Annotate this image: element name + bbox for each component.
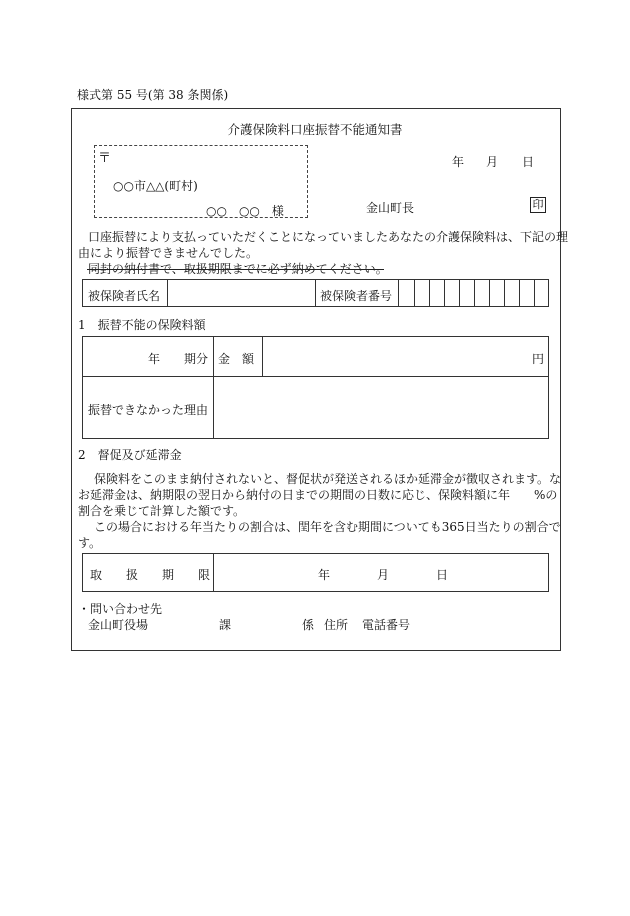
amount-field[interactable] xyxy=(265,340,535,372)
reason-field[interactable] xyxy=(216,380,546,436)
digit-divider xyxy=(519,279,520,307)
contact-subsection: 係 xyxy=(302,618,315,632)
digit-divider xyxy=(429,279,430,307)
insured-name-label: 被保険者氏名 xyxy=(88,289,161,303)
deadline-year: 年 xyxy=(318,568,331,582)
recipient-address: ○○市△△(町村) xyxy=(113,179,198,193)
seal-mark: 印 xyxy=(530,197,546,213)
divider xyxy=(167,279,168,307)
section-2-para-2-line-1: この場合における年当たりの割合は、閏年を含む期間についても365日当たりの割合で xyxy=(94,520,561,534)
amount-label: 金 額 xyxy=(218,352,255,366)
contact-heading: ・問い合わせ先 xyxy=(78,602,163,616)
digit-divider xyxy=(444,279,445,307)
digit-divider xyxy=(459,279,460,307)
issuer-name: 金山町長 xyxy=(366,201,415,215)
date-year-label: 年 xyxy=(452,155,465,169)
section-1-heading: 1 振替不能の保険料額 xyxy=(78,318,206,332)
section-2-para-2-line-2: す。 xyxy=(78,536,102,550)
intro-underline xyxy=(87,269,384,270)
contact-office: 金山町役場 xyxy=(88,618,149,632)
intro-line-3: 同封の納付書で、取扱期限までに必ず納めてください。 xyxy=(88,262,388,276)
section-2-heading: 2 督促及び延滞金 xyxy=(78,448,182,462)
recipient-name: ○○ ○○ 様 xyxy=(206,204,284,218)
contact-section: 課 xyxy=(219,618,232,632)
period-label: 年 期分 xyxy=(148,352,209,366)
digit-divider xyxy=(504,279,505,307)
divider xyxy=(213,336,214,439)
deadline-month: 月 xyxy=(377,568,390,582)
insured-name-field[interactable] xyxy=(170,283,312,303)
postal-mark: 〒 xyxy=(98,151,112,166)
date-month-label: 月 xyxy=(486,155,499,169)
digit-divider xyxy=(414,279,415,307)
yen-unit: 円 xyxy=(532,352,545,366)
reason-label: 振替できなかった理由 xyxy=(88,403,209,417)
form-number: 様式第 55 号(第 38 条関係) xyxy=(77,88,229,102)
digit-divider xyxy=(474,279,475,307)
divider xyxy=(315,279,316,307)
date-day-label: 日 xyxy=(522,155,535,169)
divider xyxy=(82,376,549,377)
deadline-label: 取 扱 期 限 xyxy=(90,568,211,582)
intro-line-1: 口座振替により支払っていただくことになっていましたあなたの介護保険料は、下記の理 xyxy=(88,230,569,244)
intro-line-2: 由により振替できませんでした。 xyxy=(78,246,259,260)
contact-address: 住所 xyxy=(324,618,349,632)
deadline-day: 日 xyxy=(436,568,449,582)
divider xyxy=(213,553,214,592)
section-2-para-1-line-3: 割合を乗じて計算した額です。 xyxy=(78,504,246,518)
divider xyxy=(398,279,399,307)
digit-divider xyxy=(489,279,490,307)
contact-phone: 電話番号 xyxy=(362,618,411,632)
section-2-para-1-line-1: 保険料をこのまま納付されないと、督促状が発送されるほか延滞金が徴収されます。な xyxy=(94,472,562,486)
digit-divider xyxy=(534,279,535,307)
section-2-para-1-line-2: お延滞金は、納期限の翌日から納付の日までの期間の日数に応じ、保険料額に年 %の xyxy=(78,488,558,502)
insured-number-label: 被保険者番号 xyxy=(320,289,393,303)
document-title: 介護保険料口座振替不能通知書 xyxy=(227,122,403,137)
divider xyxy=(262,336,263,376)
